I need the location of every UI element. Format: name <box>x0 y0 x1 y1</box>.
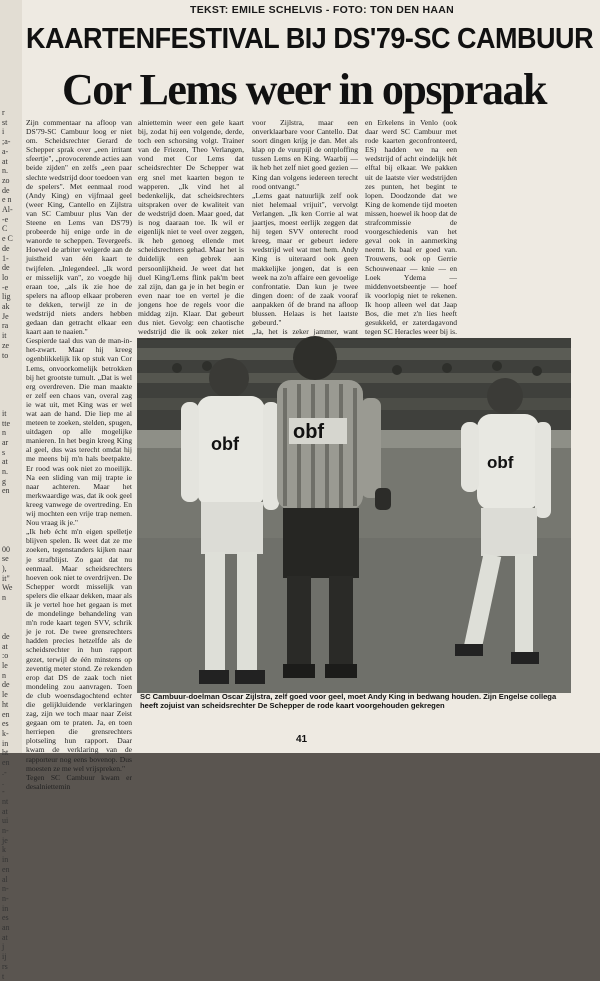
credit-line: TEKST: EMILE SCHELVIS - FOTO: TON DEN HAAN <box>190 4 455 16</box>
headline: KAARTENFESTIVAL BIJ DS'79-SC CAMBUUR <box>26 23 594 55</box>
match-photo <box>137 338 571 693</box>
article-column-1: Zijn commentaar na afloop van DS'79-SC Cambuur loog er niet om. Scheidsrechter Gerard de Schepper sprak over „een irritant sfeertje", „provocerende acties aan beide zijden" en zelfs „een paar slechte wedstrijd door toedoen van de spelers". Met eenmaal rood (Andy King) en vijfmaal geel (weer King, Cantello en Zijlstra van SC Cambuur plus Van der Steene en Lems van DS'79) probeerde hij enige orde in de wanorde te scheppen. Tevergeefs. Hoewel de arbiter weigerde aan de juistheid van één kaart te twijfelen. „Inlegendeel. „Ik word er misselijk van", zo voegde hij eraan toe, „als ik zie hoe de spelers na afloop elkaar proberen te dekken, terwijl ze in de wedstrijd niets anders hebben gedaan dan getracht elkaar een kaart aan te naaien." Gespierde taal dus van de man-in-het-zwart. Maar hij kreeg ogenblikkelijk lik op stuk van Cor Lems, onvoorkomelijk betrokken bij het grootste tumult. „Dat is wel erg overdreven. Die man maakte er zelf een chaos van, overal zag ie wat uit, met King was er wel wat aan de hand. Die liep me al meteen te zoeken, stelden, spugen, uitdagen op alle mogelijke manieren. In het begin kreeg King al geel, dus was terecht omdat hij me meens bij m'n hals beetpakte. Er rood was ook niet zo moeilijk. Na een sliding van mij trapte ie naar achteren. Maar het merkwaardige was, dat ik ook geel kreeg vanwege de overtreding. En wij mochten een vrije trap nemen. Nou vraag ik je." „Ik heb écht m'n eigen spelletje blijven spelen. Ik weet dat ze me zoeken, tegenstanders kijken naar je strafblijst. Zo gaat dat nu eenmaal. Maar scheidsrechters hoeven ook niet te overdrijven. De Schepper wordt misselijk van spelers die elkaar dekken, maar als ik je vertel hoe het gegaan is met de mondelinge behandeling van m'n rode kaart tegen SVV, schrik je je rot. De twee grensrechters hadden precies hetzelfde als de scheidsrechter in hun rapport gezet, terwijl de één minstens op zeventig meter stond. Ze rekenden erop dat DS de zaak toch niet mondeling zou aanvragen. Toen de club woensdagochtend echter die gelijkluidende verklaringen zag, zijn we toch maar naar Zeist gegaan om te praten. Ja, en toen herriepen die grensrechters plotseling hun rapport. Daar kwam de verklaring van de rapporteur nog eens bovenop. Dus moesten ze me wel vrijspreken." Tegen SC Cambuur kwam er desalniettemin <box>26 118 132 791</box>
page-number: 41 <box>296 734 308 745</box>
left-page-text-fragment: r st i ;a- a- at n. zo de e n Al- -e C e C de 1- de lo -e lig ak Je ra it ze to it tte n ar s at n. g en 00 se ), it" We n de at :o le n de le ht en es k- in ht en .- . - nt at ui n- je k in en al n- n- in es an at j ij rs t <box>2 108 13 981</box>
match-photo-illustration <box>137 338 571 693</box>
photo-caption: SC Cambuur-doelman Oscar Zijlstra, zelf goed voor geel, moet Andy King in bedwang houden. Zijn Engelse collega heeft zojuist van scheidsrechter De Schepper de rode kaart voorgehouden gekregen <box>140 692 557 711</box>
jersey-logo-center: obf <box>293 421 325 443</box>
jersey-logo-right: obf <box>487 453 514 472</box>
article-column-4: en Erkelens in Venlo (ook daar werd SC Cambuur met rode kaarten geconfronteerd, ES) hadden we na een wedstrijd of acht eindelijk hét elftal bij elkaar. We pakken uit de laatste vier wedstrijden zes punten, het begint te lopen. Doodzonde dat we King de komende tijd moeten missen, hoewel ik hoop dat de strafcommissie de voorgeschiedenis van het geval ook in aanmerking neemt. Ik baal er goed van. Trouwens, ook op Gerrie Schouwenaar — knie — en Loek Ydema — middenvoetsbeentje — hoef ik voorlopig niet te rekenen. Ik hoop alleen wel dat Jaap Bos, die met z'n lies heeft gesukkeld, er zaterdagavond tegen SC Heracles weer bij is. <box>365 118 457 337</box>
article-column-2: alniettemin weer een gele kaart bij, zodat hij een volgende, derde, toch een schorsing volgt. Trainer van de Friezen, Theo Verlangen, vond met Cor Lems dat scheidsrechter De Schepper wat erg snel met kaarten begon te wapperen. „Ik vind het al bedenkelijk, dat scheidsrechters uitspraken over de kwaliteit van de wedstrijd doen. Maar goed, dat is nog daaraan toe. Ik wil er eigenlijk niet te veel over zeggen, ik heb genoeg ellende met scheidsrechters gehad. Maar het is duidelijk een gebrek aan persoonlijkheid. Je weet dat het duel King/Lems flink pak'm beet zal zijn, dan ga je in het begin er even naar toe en vertel je die jongens hoe de regels voor die middag zijn. Klaar. Dat gebeurt dus niet. Gevolg: een chaotische wedstrijd die ik ook zeker niet <box>138 118 244 337</box>
article-column-3: voor Zijlstra, maar een onverklaarbare voor Cantello. Dat soort dingen krijg je dan. Met als klap op de vuurpijl de ontploffing tussen Lems en King. Waarbij — ik heb het zelf niet goed gezien — King dan volgens iedereen terecht rood ontvangt." „Lems gaat natuurlijk zelf ook niet helemaal vrijuit", vervolgt Verlangen. „Ik ken Corrie al wat jaartjes, moest eerlijk zeggen dat hij tegen SVV onterecht rood kreeg, maar er gebeurt iedere wedstrijd wel wat met hem. Andy King is uiteraard ook geen makkelijke jongen, dat is een week na zo'n affaire een gevoelige confrontatie. Dan kun je twee dingen doen: of de zaak vooraf aanpakken óf de brand na afloop blussen. Helaas is het laatste gebeurd." „Ja, het is zeker jammer, want <box>252 118 358 337</box>
left-page-edge <box>0 0 23 981</box>
subhead: Cor Lems weer in opspraak <box>62 65 546 114</box>
jersey-logo-left: obf <box>211 434 239 454</box>
